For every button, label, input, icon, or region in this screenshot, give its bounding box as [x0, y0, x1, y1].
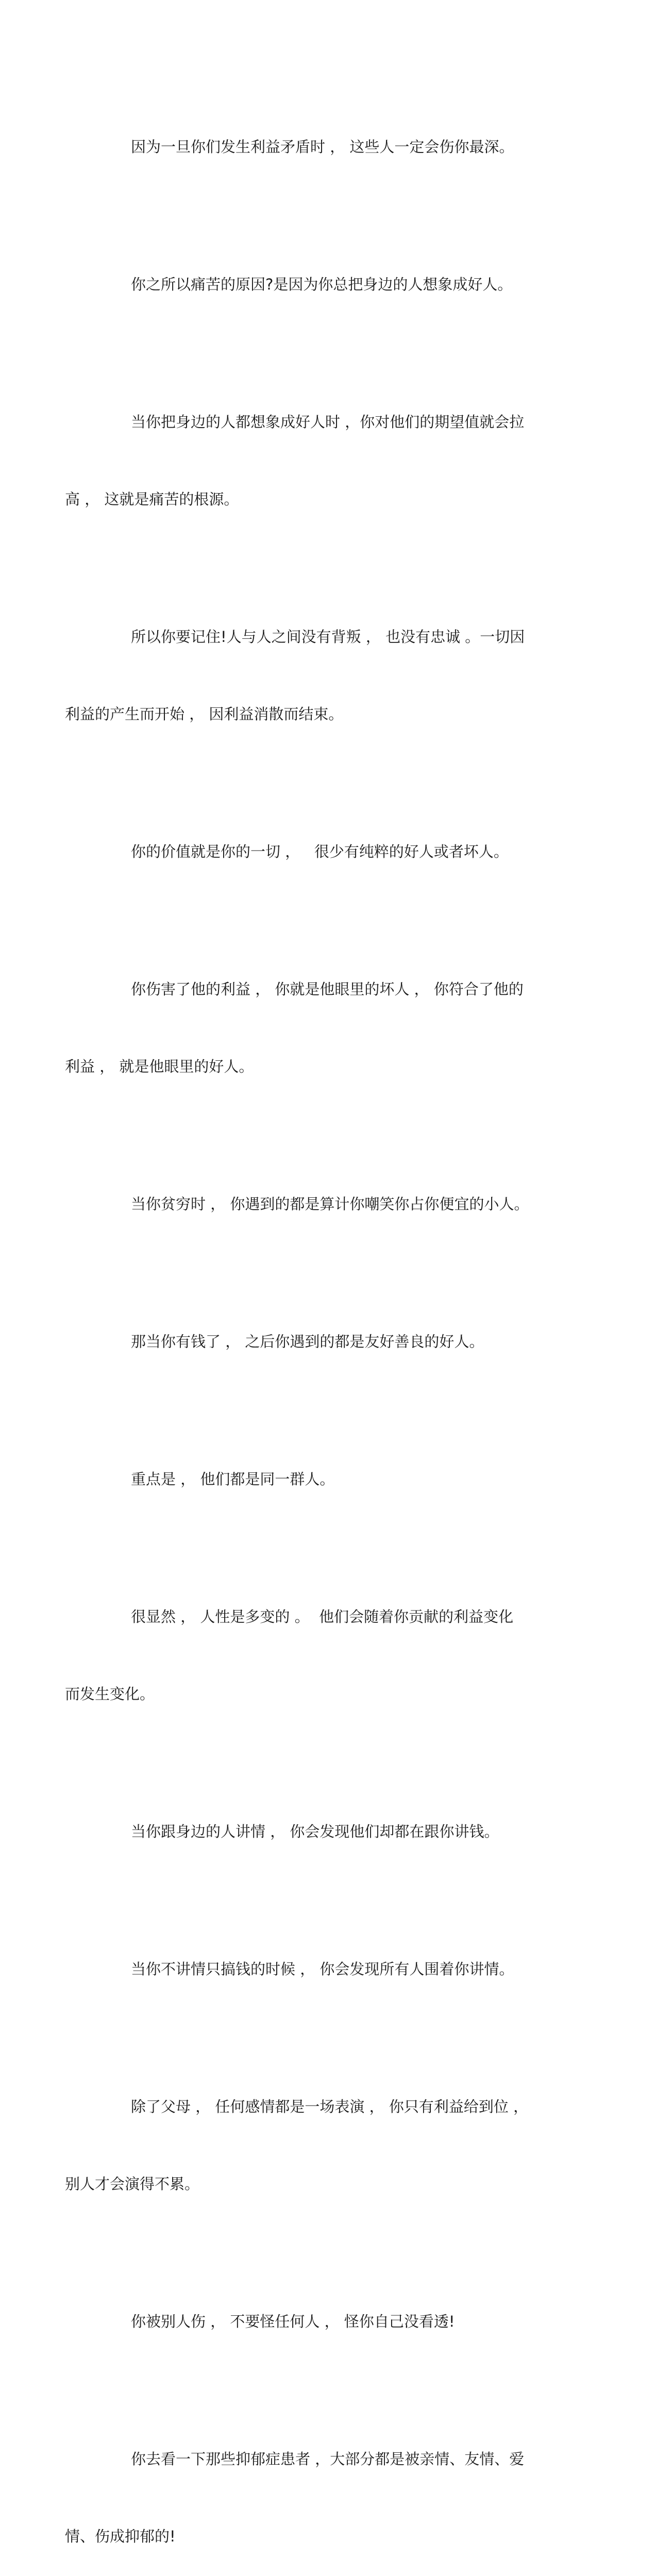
text-line: 利益的产生而开始 ， 因利益消散而结束。 — [65, 705, 344, 723]
paragraph — [98, 82, 557, 211]
text-line: 那当你有钱了 ， 之后你遇到的都是友好善良的好人。 — [131, 1333, 484, 1350]
paragraph — [65, 2395, 557, 2576]
paragraph — [98, 1277, 557, 1406]
text-line: 别人才会演得不累。 — [65, 2175, 200, 2193]
paragraph — [98, 1767, 557, 1896]
paragraph — [98, 787, 557, 916]
document-body — [65, 82, 557, 2576]
paragraph — [98, 1415, 557, 1544]
text-line: 除了父母 ， 任何感情都是一场表演 ， 你只有利益给到位 ， — [131, 2098, 529, 2115]
text-line: 高 ， 这就是痛苦的根源。 — [65, 490, 239, 508]
paragraph — [98, 2257, 557, 2386]
text-line: 你被别人伤 ， 不要怪任何人 ， 怪你自己没看透! — [131, 2313, 455, 2330]
paragraph — [98, 1140, 557, 1268]
paragraph — [65, 358, 557, 564]
text-line: 当你把身边的人都想象成好人时 ，你对他们的期望值就会拉 — [131, 413, 525, 431]
text-line: 情、伤成抑郁的! — [65, 2528, 176, 2545]
paragraph — [65, 925, 557, 1131]
text-line: 当你不讲情只搞钱的时候 ， 你会发现所有人围着你讲情。 — [131, 1960, 514, 1978]
text-line: 当你跟身边的人讲情 ， 你会发现他们却都在跟你讲钱。 — [131, 1823, 499, 1840]
text-line: 当你贫穷时 ， 你遇到的都是算计你嘲笑你占你便宜的小人。 — [131, 1195, 529, 1213]
paragraph — [65, 2042, 557, 2248]
text-line: 你之所以痛苦的原因?是因为你总把身边的人想象成好人。 — [131, 276, 513, 293]
paragraph — [65, 1552, 557, 1758]
paragraph — [65, 572, 557, 778]
text-line: 你伤害了他的利益 ， 你就是他眼里的坏人 ， 你符合了他的 — [131, 980, 524, 998]
text-line: 因为一旦你们发生利益矛盾时 ， 这些人一定会伤你最深。 — [131, 138, 514, 156]
paragraph — [98, 220, 557, 349]
text-line: 利益 ， 就是他眼里的好人。 — [65, 1058, 254, 1075]
text-line: 很显然 ， 人性是多变的 。 他们会随着你贡献的利益变化 — [131, 1608, 514, 1625]
text-line: 你去看一下那些抑郁症患者 ，大部分都是被亲情、友情、爱 — [131, 2450, 525, 2468]
text-line: 重点是 ， 他们都是同一群人。 — [131, 1470, 335, 1488]
text-line: 所以你要记住!人与人之间没有背叛 ， 也没有忠诚 。一切因 — [131, 628, 525, 646]
paragraph — [98, 1905, 557, 2033]
text-line: 而发生变化。 — [65, 1685, 155, 1703]
text-line: 你的价值就是你的一切 ， 很少有纯粹的好人或者坏人。 — [131, 843, 509, 860]
